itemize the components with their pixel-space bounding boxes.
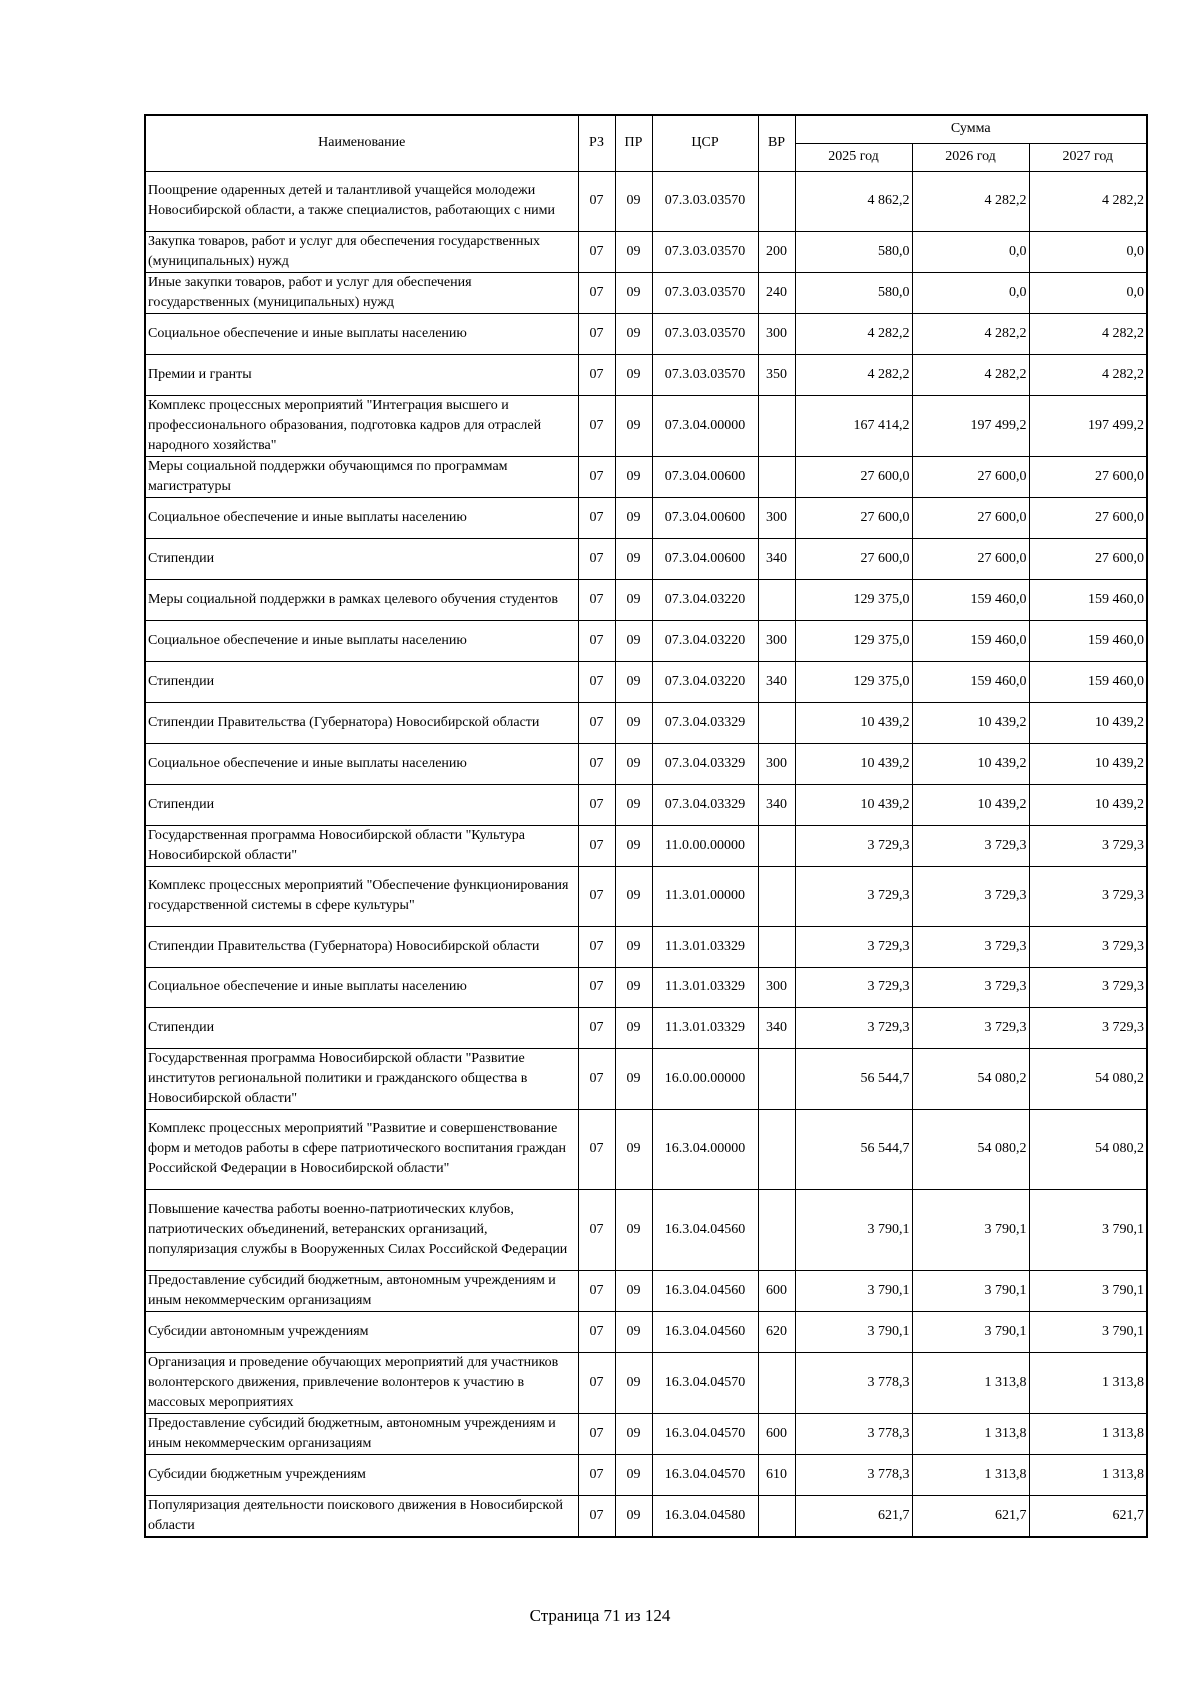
- row-rz: 07: [578, 171, 615, 231]
- header-year-2026: 2026 год: [912, 143, 1029, 171]
- row-csr: 11.0.00.00000: [652, 825, 758, 866]
- row-pr: 09: [615, 538, 652, 579]
- row-pr: 09: [615, 171, 652, 231]
- row-csr: 16.3.04.04570: [652, 1413, 758, 1454]
- row-amount-2027: 54 080,2: [1029, 1048, 1147, 1109]
- row-rz: 07: [578, 926, 615, 967]
- row-csr: 07.3.03.03570: [652, 354, 758, 395]
- row-amount-2026: 3 729,3: [912, 926, 1029, 967]
- page-number: Страница 71 из 124: [529, 1606, 671, 1625]
- row-pr: 09: [615, 1007, 652, 1048]
- row-amount-2027: 3 790,1: [1029, 1270, 1147, 1311]
- table-row: [145, 456, 1147, 497]
- row-vr: 300: [758, 313, 795, 354]
- row-pr: 09: [615, 661, 652, 702]
- row-amount-2025: 3 729,3: [795, 967, 912, 1007]
- row-pr: 09: [615, 1270, 652, 1311]
- row-csr: 07.3.04.00600: [652, 456, 758, 497]
- row-amount-2025: 10 439,2: [795, 702, 912, 743]
- row-vr: 340: [758, 784, 795, 825]
- row-rz: 07: [578, 1007, 615, 1048]
- row-vr: [758, 866, 795, 926]
- row-pr: 09: [615, 743, 652, 784]
- row-amount-2027: 54 080,2: [1029, 1109, 1147, 1189]
- row-amount-2026: 4 282,2: [912, 354, 1029, 395]
- row-amount-2026: 159 460,0: [912, 579, 1029, 620]
- header-rz: РЗ: [578, 115, 615, 171]
- row-amount-2026: 27 600,0: [912, 538, 1029, 579]
- row-pr: 09: [615, 866, 652, 926]
- row-pr: 09: [615, 497, 652, 538]
- row-name: Субсидии бюджетным учреждениям: [145, 1454, 578, 1495]
- row-amount-2027: 10 439,2: [1029, 743, 1147, 784]
- row-amount-2026: 3 729,3: [912, 825, 1029, 866]
- table-row: [145, 171, 1147, 231]
- row-csr: 16.3.04.04560: [652, 1189, 758, 1270]
- row-amount-2026: 3 790,1: [912, 1311, 1029, 1352]
- table-row: [145, 784, 1147, 825]
- row-rz: 07: [578, 866, 615, 926]
- row-amount-2027: 10 439,2: [1029, 784, 1147, 825]
- table-row: [145, 272, 1147, 313]
- row-amount-2026: 1 313,8: [912, 1413, 1029, 1454]
- row-amount-2025: 27 600,0: [795, 456, 912, 497]
- row-vr: [758, 456, 795, 497]
- row-amount-2027: 1 313,8: [1029, 1352, 1147, 1413]
- table-row: [145, 395, 1147, 456]
- row-vr: 300: [758, 497, 795, 538]
- row-rz: 07: [578, 825, 615, 866]
- table-row: [145, 866, 1147, 926]
- row-csr: 07.3.04.03329: [652, 784, 758, 825]
- row-name: Стипендии: [145, 1007, 578, 1048]
- table-row: [145, 1495, 1147, 1537]
- header-year-2025: 2025 год: [795, 143, 912, 171]
- row-pr: 09: [615, 1495, 652, 1537]
- row-amount-2025: 4 282,2: [795, 313, 912, 354]
- row-vr: 240: [758, 272, 795, 313]
- row-rz: 07: [578, 1109, 615, 1189]
- row-csr: 16.3.04.04560: [652, 1311, 758, 1352]
- table-row: [145, 354, 1147, 395]
- row-pr: 09: [615, 1109, 652, 1189]
- row-amount-2026: 27 600,0: [912, 497, 1029, 538]
- row-amount-2025: 167 414,2: [795, 395, 912, 456]
- row-name: Социальное обеспечение и иные выплаты населению: [145, 743, 578, 784]
- row-amount-2027: 1 313,8: [1029, 1413, 1147, 1454]
- row-csr: 11.3.01.03329: [652, 1007, 758, 1048]
- row-name: Стипендии Правительства (Губернатора) Новосибирской области: [145, 702, 578, 743]
- budget-table: [144, 114, 1148, 1538]
- row-vr: [758, 1189, 795, 1270]
- row-pr: 09: [615, 272, 652, 313]
- row-amount-2026: 27 600,0: [912, 456, 1029, 497]
- row-amount-2027: 0,0: [1029, 231, 1147, 272]
- row-amount-2027: 0,0: [1029, 272, 1147, 313]
- row-rz: 07: [578, 456, 615, 497]
- row-vr: [758, 395, 795, 456]
- row-csr: 07.3.04.03329: [652, 702, 758, 743]
- table-row: [145, 926, 1147, 967]
- row-csr: 11.3.01.00000: [652, 866, 758, 926]
- row-vr: [758, 171, 795, 231]
- row-amount-2027: 197 499,2: [1029, 395, 1147, 456]
- row-amount-2026: 54 080,2: [912, 1109, 1029, 1189]
- row-amount-2025: 3 790,1: [795, 1270, 912, 1311]
- row-pr: 09: [615, 1413, 652, 1454]
- row-name: Закупка товаров, работ и услуг для обеспечения государственных (муниципальных) нужд: [145, 231, 578, 272]
- row-name: Повышение качества работы военно-патриотических клубов, патриотических объединений, ветеранских организаций, популяризация службы в Вооруженных Силах Российской Федерации: [145, 1189, 578, 1270]
- row-amount-2025: 56 544,7: [795, 1048, 912, 1109]
- row-csr: 16.3.04.00000: [652, 1109, 758, 1189]
- table-row: [145, 313, 1147, 354]
- header-name: Наименование: [145, 115, 578, 171]
- row-pr: 09: [615, 579, 652, 620]
- row-csr: 07.3.03.03570: [652, 313, 758, 354]
- row-amount-2027: 3 729,3: [1029, 825, 1147, 866]
- row-name: Стипендии Правительства (Губернатора) Новосибирской области: [145, 926, 578, 967]
- row-vr: 610: [758, 1454, 795, 1495]
- row-csr: 11.3.01.03329: [652, 926, 758, 967]
- row-rz: 07: [578, 1311, 615, 1352]
- row-amount-2025: 580,0: [795, 231, 912, 272]
- row-name: Премии и гранты: [145, 354, 578, 395]
- row-name: Иные закупки товаров, работ и услуг для обеспечения государственных (муниципальных) нужд: [145, 272, 578, 313]
- row-pr: 09: [615, 456, 652, 497]
- row-amount-2027: 10 439,2: [1029, 702, 1147, 743]
- row-name: Организация и проведение обучающих мероприятий для участников волонтерского движения, привлечение волонтеров к участию в массовых мероприятиях: [145, 1352, 578, 1413]
- row-csr: 16.0.00.00000: [652, 1048, 758, 1109]
- row-name: Комплекс процессных мероприятий "Обеспечение функционирования государственной системы в сфере культуры": [145, 866, 578, 926]
- row-pr: 09: [615, 784, 652, 825]
- row-name: Стипендии: [145, 784, 578, 825]
- table-row: [145, 1352, 1147, 1413]
- row-csr: 07.3.04.00600: [652, 497, 758, 538]
- row-vr: 340: [758, 538, 795, 579]
- row-csr: 07.3.03.03570: [652, 272, 758, 313]
- row-csr: 16.3.04.04570: [652, 1454, 758, 1495]
- table-row: [145, 743, 1147, 784]
- row-name: Социальное обеспечение и иные выплаты населению: [145, 313, 578, 354]
- row-amount-2027: 27 600,0: [1029, 538, 1147, 579]
- row-rz: 07: [578, 967, 615, 1007]
- row-csr: 16.3.04.04560: [652, 1270, 758, 1311]
- row-amount-2026: 3 729,3: [912, 866, 1029, 926]
- row-rz: 07: [578, 1189, 615, 1270]
- row-csr: 07.3.04.03220: [652, 579, 758, 620]
- table-row: [145, 825, 1147, 866]
- table-row: [145, 702, 1147, 743]
- table-row: [145, 967, 1147, 1007]
- row-amount-2027: 3 790,1: [1029, 1311, 1147, 1352]
- row-amount-2027: 3 729,3: [1029, 866, 1147, 926]
- row-csr: 07.3.03.03570: [652, 231, 758, 272]
- row-name: Комплекс процессных мероприятий "Интеграция высшего и профессионального образования, подготовка кадров для отраслей народного хозяйства": [145, 395, 578, 456]
- row-amount-2025: 3 790,1: [795, 1189, 912, 1270]
- row-name: Социальное обеспечение и иные выплаты населению: [145, 620, 578, 661]
- row-amount-2026: 3 790,1: [912, 1270, 1029, 1311]
- row-amount-2025: 27 600,0: [795, 538, 912, 579]
- row-pr: 09: [615, 825, 652, 866]
- row-amount-2025: 129 375,0: [795, 620, 912, 661]
- row-rz: 07: [578, 743, 615, 784]
- table-row: [145, 1413, 1147, 1454]
- row-amount-2027: 3 729,3: [1029, 967, 1147, 1007]
- row-rz: 07: [578, 620, 615, 661]
- row-amount-2026: 3 729,3: [912, 1007, 1029, 1048]
- header-pr: ПР: [615, 115, 652, 171]
- row-amount-2026: 4 282,2: [912, 313, 1029, 354]
- row-vr: 200: [758, 231, 795, 272]
- row-amount-2027: 3 729,3: [1029, 1007, 1147, 1048]
- row-name: Меры социальной поддержки обучающимся по программам магистратуры: [145, 456, 578, 497]
- table-row: [145, 497, 1147, 538]
- table-row: [145, 1311, 1147, 1352]
- row-amount-2026: 621,7: [912, 1495, 1029, 1537]
- row-rz: 07: [578, 661, 615, 702]
- row-pr: 09: [615, 926, 652, 967]
- header-csr: ЦСР: [652, 115, 758, 171]
- row-vr: [758, 1048, 795, 1109]
- row-pr: 09: [615, 702, 652, 743]
- row-name: Меры социальной поддержки в рамках целевого обучения студентов: [145, 579, 578, 620]
- row-name: Предоставление субсидий бюджетным, автономным учреждениям и иным некоммерческим организациям: [145, 1413, 578, 1454]
- row-amount-2025: 10 439,2: [795, 743, 912, 784]
- row-amount-2025: 10 439,2: [795, 784, 912, 825]
- row-vr: 600: [758, 1413, 795, 1454]
- row-pr: 09: [615, 395, 652, 456]
- row-rz: 07: [578, 354, 615, 395]
- row-amount-2025: 3 729,3: [795, 1007, 912, 1048]
- row-vr: [758, 825, 795, 866]
- row-vr: [758, 579, 795, 620]
- row-vr: [758, 702, 795, 743]
- table-row: [145, 1270, 1147, 1311]
- row-rz: 07: [578, 538, 615, 579]
- row-vr: 300: [758, 967, 795, 1007]
- row-amount-2025: 129 375,0: [795, 579, 912, 620]
- row-vr: 300: [758, 620, 795, 661]
- row-pr: 09: [615, 231, 652, 272]
- row-vr: 340: [758, 661, 795, 702]
- row-amount-2027: 27 600,0: [1029, 497, 1147, 538]
- header-sum: Сумма: [795, 115, 1147, 143]
- row-vr: [758, 926, 795, 967]
- table-row: [145, 661, 1147, 702]
- table-row: [145, 538, 1147, 579]
- table-row: [145, 620, 1147, 661]
- row-rz: 07: [578, 497, 615, 538]
- table-row: [145, 579, 1147, 620]
- row-rz: 07: [578, 395, 615, 456]
- row-pr: 09: [615, 1048, 652, 1109]
- row-amount-2025: 3 778,3: [795, 1454, 912, 1495]
- row-amount-2027: 4 282,2: [1029, 313, 1147, 354]
- row-amount-2027: 621,7: [1029, 1495, 1147, 1537]
- row-name: Предоставление субсидий бюджетным, автономным учреждениям и иным некоммерческим организациям: [145, 1270, 578, 1311]
- row-pr: 09: [615, 354, 652, 395]
- row-amount-2027: 3 790,1: [1029, 1189, 1147, 1270]
- row-rz: 07: [578, 1270, 615, 1311]
- row-amount-2026: 10 439,2: [912, 784, 1029, 825]
- row-name: Государственная программа Новосибирской области "Развитие институтов региональной политики и гражданского общества в Новосибирской области": [145, 1048, 578, 1109]
- row-amount-2025: 4 862,2: [795, 171, 912, 231]
- row-amount-2026: 0,0: [912, 231, 1029, 272]
- row-pr: 09: [615, 1454, 652, 1495]
- row-amount-2025: 3 729,3: [795, 866, 912, 926]
- row-name: Поощрение одаренных детей и талантливой учащейся молодежи Новосибирской области, а также специалистов, работающих с ними: [145, 171, 578, 231]
- row-vr: [758, 1109, 795, 1189]
- row-amount-2025: 621,7: [795, 1495, 912, 1537]
- row-pr: 09: [615, 1311, 652, 1352]
- row-name: Стипендии: [145, 661, 578, 702]
- row-name: Популяризация деятельности поискового движения в Новосибирской области: [145, 1495, 578, 1537]
- row-vr: [758, 1352, 795, 1413]
- row-amount-2025: 3 790,1: [795, 1311, 912, 1352]
- row-csr: 07.3.04.00600: [652, 538, 758, 579]
- row-amount-2025: 3 778,3: [795, 1352, 912, 1413]
- row-vr: 600: [758, 1270, 795, 1311]
- row-name: Социальное обеспечение и иные выплаты населению: [145, 497, 578, 538]
- table-row: [145, 1048, 1147, 1109]
- row-amount-2027: 159 460,0: [1029, 620, 1147, 661]
- row-amount-2026: 54 080,2: [912, 1048, 1029, 1109]
- row-csr: 07.3.04.03220: [652, 620, 758, 661]
- row-amount-2027: 27 600,0: [1029, 456, 1147, 497]
- row-amount-2025: 580,0: [795, 272, 912, 313]
- row-amount-2026: 10 439,2: [912, 702, 1029, 743]
- row-amount-2025: 3 729,3: [795, 926, 912, 967]
- row-amount-2027: 4 282,2: [1029, 354, 1147, 395]
- table-row: [145, 1007, 1147, 1048]
- row-rz: 07: [578, 702, 615, 743]
- row-amount-2026: 159 460,0: [912, 620, 1029, 661]
- row-csr: 07.3.04.03329: [652, 743, 758, 784]
- row-amount-2027: 3 729,3: [1029, 926, 1147, 967]
- row-amount-2025: 129 375,0: [795, 661, 912, 702]
- row-amount-2026: 4 282,2: [912, 171, 1029, 231]
- row-name: Государственная программа Новосибирской области "Культура Новосибирской области": [145, 825, 578, 866]
- row-rz: 07: [578, 1454, 615, 1495]
- row-vr: 300: [758, 743, 795, 784]
- row-rz: 07: [578, 579, 615, 620]
- row-amount-2025: 56 544,7: [795, 1109, 912, 1189]
- row-amount-2026: 1 313,8: [912, 1352, 1029, 1413]
- row-amount-2026: 0,0: [912, 272, 1029, 313]
- row-amount-2025: 4 282,2: [795, 354, 912, 395]
- row-amount-2027: 4 282,2: [1029, 171, 1147, 231]
- table-body: [145, 171, 1147, 1537]
- row-name: Социальное обеспечение и иные выплаты населению: [145, 967, 578, 1007]
- table-row: [145, 1454, 1147, 1495]
- row-amount-2026: 10 439,2: [912, 743, 1029, 784]
- row-amount-2027: 1 313,8: [1029, 1454, 1147, 1495]
- row-csr: 11.3.01.03329: [652, 967, 758, 1007]
- table-row: [145, 1109, 1147, 1189]
- row-amount-2027: 159 460,0: [1029, 661, 1147, 702]
- row-pr: 09: [615, 313, 652, 354]
- row-csr: 07.3.04.03220: [652, 661, 758, 702]
- row-csr: 16.3.04.04580: [652, 1495, 758, 1537]
- row-pr: 09: [615, 1189, 652, 1270]
- row-rz: 07: [578, 784, 615, 825]
- row-csr: 07.3.04.00000: [652, 395, 758, 456]
- table-row: [145, 231, 1147, 272]
- row-vr: 340: [758, 1007, 795, 1048]
- row-amount-2025: 3 778,3: [795, 1413, 912, 1454]
- row-rz: 07: [578, 1048, 615, 1109]
- header-year-2027: 2027 год: [1029, 143, 1147, 171]
- row-amount-2026: 197 499,2: [912, 395, 1029, 456]
- row-pr: 09: [615, 620, 652, 661]
- row-csr: 07.3.03.03570: [652, 171, 758, 231]
- row-vr: [758, 1495, 795, 1537]
- row-name: Комплекс процессных мероприятий "Развитие и совершенствование форм и методов работы в сфере патриотического воспитания граждан Российской Федерации в Новосибирской области": [145, 1109, 578, 1189]
- row-rz: 07: [578, 313, 615, 354]
- row-rz: 07: [578, 1413, 615, 1454]
- row-rz: 07: [578, 272, 615, 313]
- row-csr: 16.3.04.04570: [652, 1352, 758, 1413]
- row-amount-2026: 3 729,3: [912, 967, 1029, 1007]
- row-vr: 350: [758, 354, 795, 395]
- row-pr: 09: [615, 967, 652, 1007]
- row-amount-2026: 1 313,8: [912, 1454, 1029, 1495]
- row-name: Стипендии: [145, 538, 578, 579]
- row-amount-2027: 159 460,0: [1029, 579, 1147, 620]
- row-name: Субсидии автономным учреждениям: [145, 1311, 578, 1352]
- row-rz: 07: [578, 1495, 615, 1537]
- table-header: [145, 115, 1147, 171]
- row-rz: 07: [578, 231, 615, 272]
- row-amount-2026: 159 460,0: [912, 661, 1029, 702]
- row-vr: 620: [758, 1311, 795, 1352]
- table-row: [145, 1189, 1147, 1270]
- row-pr: 09: [615, 1352, 652, 1413]
- row-amount-2026: 3 790,1: [912, 1189, 1029, 1270]
- row-rz: 07: [578, 1352, 615, 1413]
- row-amount-2025: 3 729,3: [795, 825, 912, 866]
- row-amount-2025: 27 600,0: [795, 497, 912, 538]
- header-vr: ВР: [758, 115, 795, 171]
